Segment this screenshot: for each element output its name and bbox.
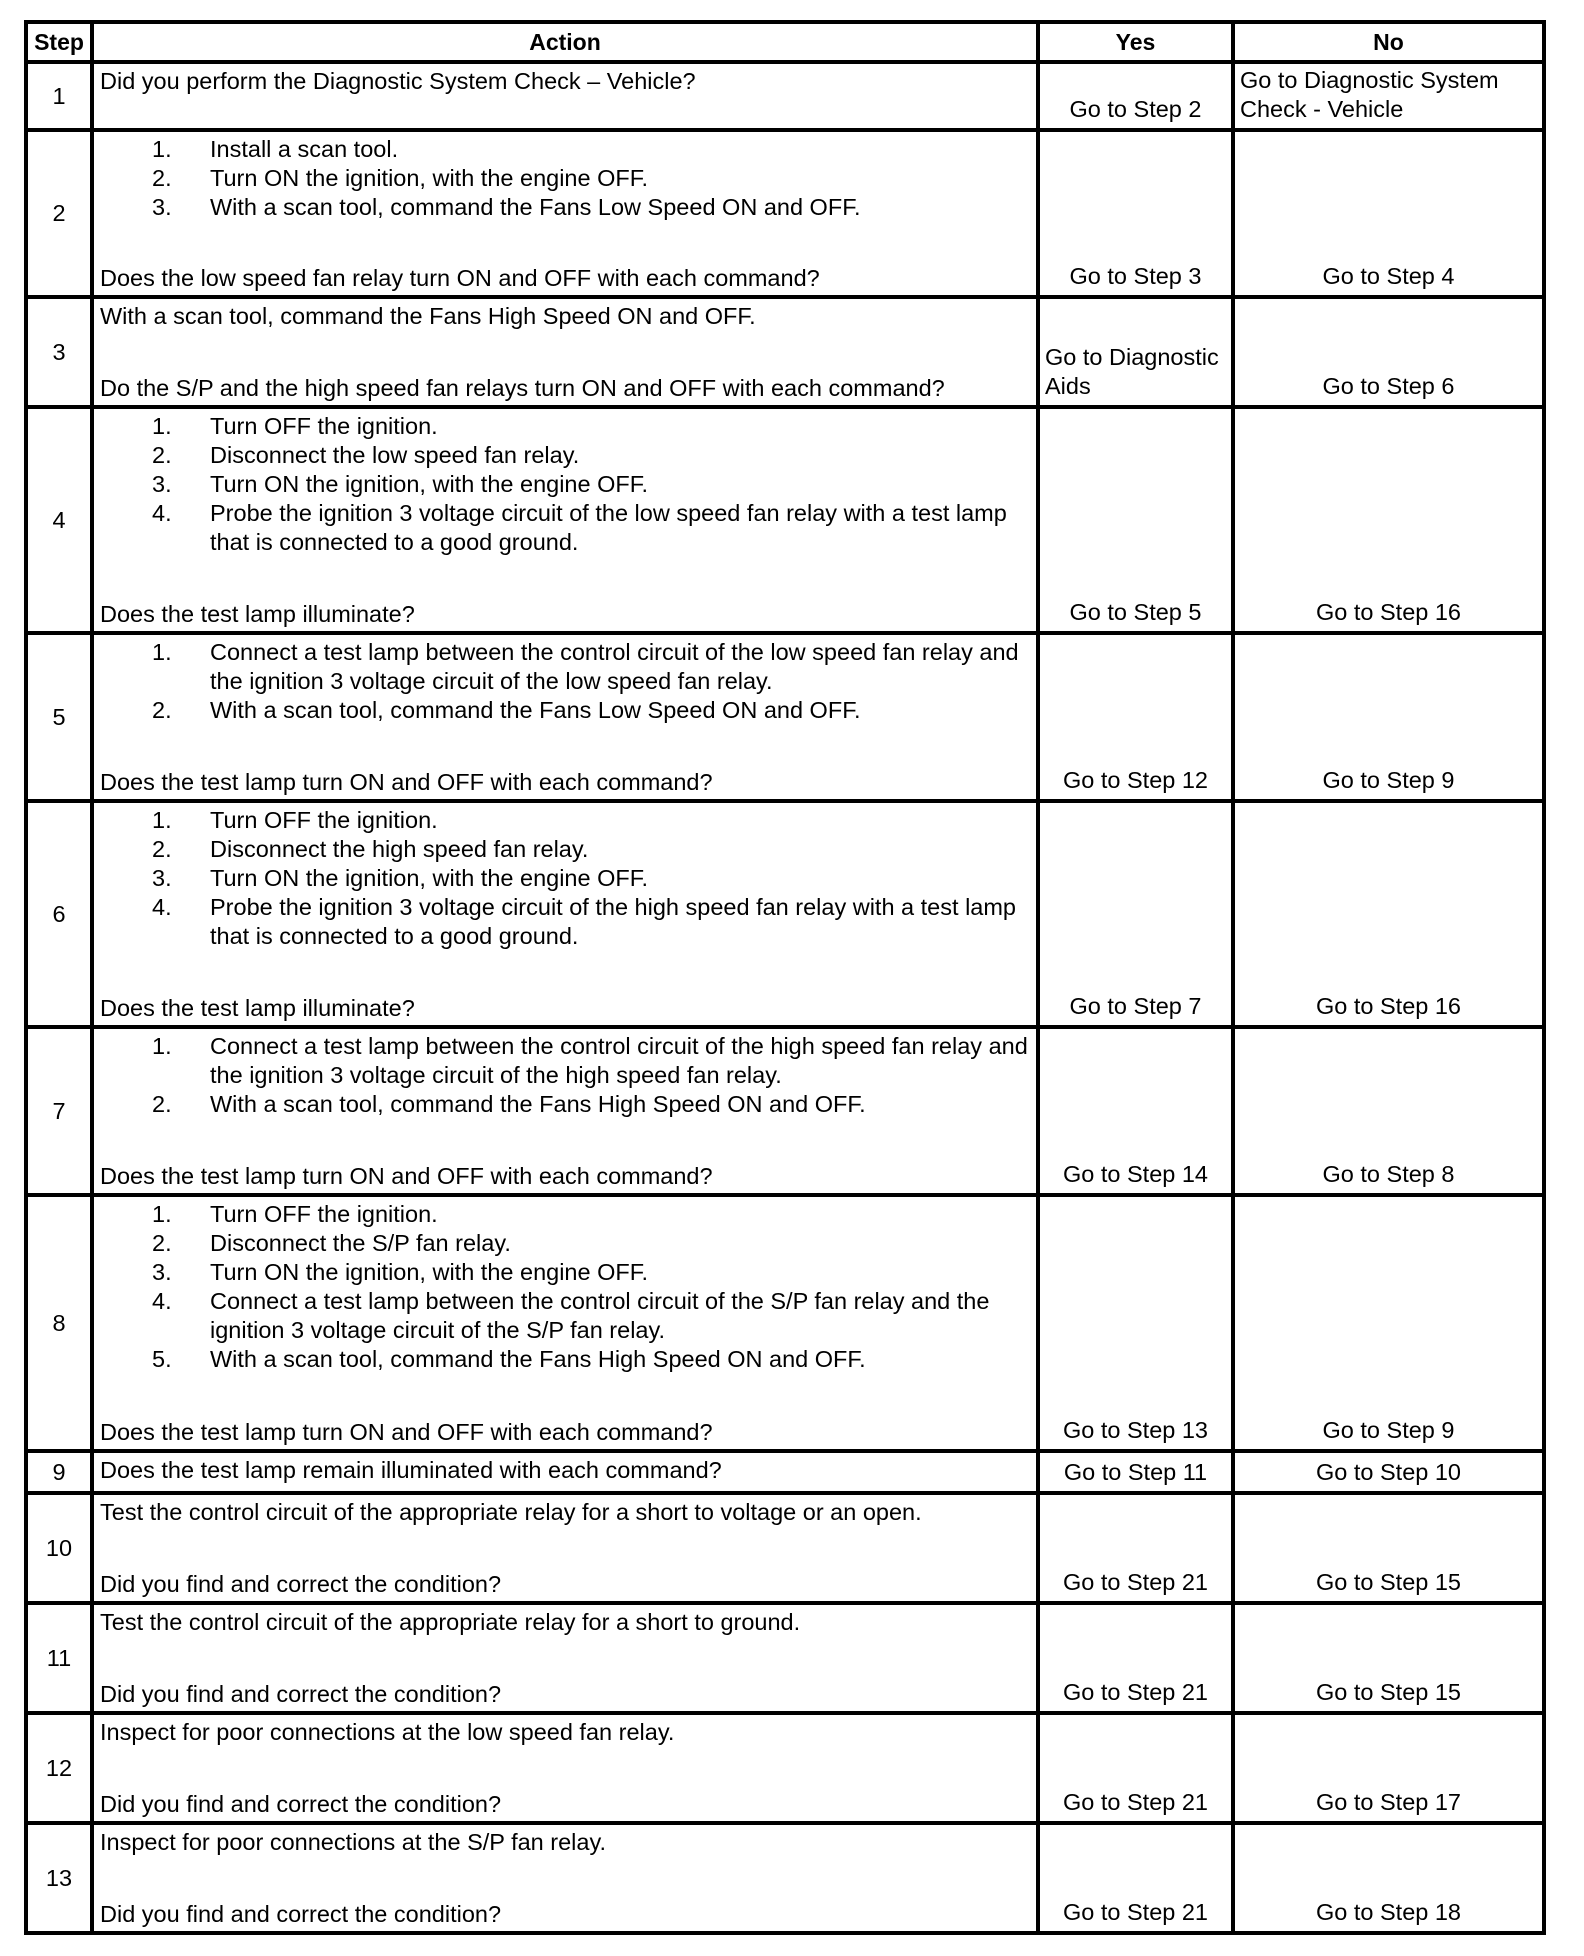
action-text: Inspect for poor connections at the S/P fan relay. xyxy=(100,1829,606,1855)
procedure-list xyxy=(100,1032,1032,1119)
table-row xyxy=(26,1823,1544,1933)
procedure-item-text: Connect a test lamp between the control circuit of the low speed fan relay and the ignition 3 voltage circuit of the low speed fan relay. xyxy=(210,639,1019,694)
table-row xyxy=(26,1027,1544,1195)
action-text: Test the control circuit of the appropriate relay for a short to ground. xyxy=(100,1609,801,1635)
procedure-item-number: 3. xyxy=(152,1259,172,1285)
no-result: Go to Step 18 xyxy=(1233,1823,1544,1933)
procedure-item xyxy=(100,1345,1032,1374)
yes-result: Go to Step 21 xyxy=(1038,1493,1233,1603)
procedure-item-text: Turn OFF the ignition. xyxy=(210,807,438,833)
action-cell xyxy=(92,297,1038,407)
procedure-item-number: 2. xyxy=(152,697,172,723)
procedure-item-number: 2. xyxy=(152,442,172,468)
yes-result: Go to Step 21 xyxy=(1038,1603,1233,1713)
action-cell xyxy=(92,1823,1038,1933)
procedure-item xyxy=(100,441,1032,470)
yes-result: Go to Step 7 xyxy=(1038,801,1233,1027)
table-row xyxy=(26,1493,1544,1603)
step-number: 11 xyxy=(26,1603,92,1713)
action-question: Did you find and correct the condition? xyxy=(100,1901,502,1927)
procedure-item-number: 1. xyxy=(152,1033,172,1059)
procedure-item xyxy=(100,638,1032,696)
step-number: 3 xyxy=(26,297,92,407)
step-number: 4 xyxy=(26,407,92,633)
procedure-item-text: With a scan tool, command the Fans High Speed ON and OFF. xyxy=(210,1091,866,1117)
action-text: Inspect for poor connections at the low speed fan relay. xyxy=(100,1719,675,1745)
action-cell xyxy=(92,1713,1038,1823)
action-cell xyxy=(92,407,1038,633)
procedure-item-number: 1. xyxy=(152,413,172,439)
table-row xyxy=(26,407,1544,633)
procedure-item-number: 5. xyxy=(152,1346,172,1372)
action-cell xyxy=(92,130,1038,297)
yes-result: Go to Step 21 xyxy=(1038,1823,1233,1933)
no-result: Go to Step 4 xyxy=(1233,130,1544,297)
step-number: 10 xyxy=(26,1493,92,1603)
procedure-item xyxy=(100,412,1032,441)
step-number: 6 xyxy=(26,801,92,1027)
action-cell xyxy=(92,1027,1038,1195)
action-cell xyxy=(92,1195,1038,1451)
yes-result: Go to Step 5 xyxy=(1038,407,1233,633)
procedure-item-text: Turn ON the ignition, with the engine OFF. xyxy=(210,1259,649,1285)
table-row xyxy=(26,801,1544,1027)
diagnostic-table xyxy=(24,20,1546,1935)
no-result: Go to Step 9 xyxy=(1233,633,1544,801)
procedure-item-number: 3. xyxy=(152,865,172,891)
action-cell xyxy=(92,633,1038,801)
yes-result: Go to Diagnostic Aids xyxy=(1038,297,1233,407)
yes-result: Go to Step 14 xyxy=(1038,1027,1233,1195)
header-step: Step xyxy=(26,22,92,62)
procedure-item-number: 1. xyxy=(152,136,172,162)
header-action: Action xyxy=(92,22,1038,62)
procedure-item xyxy=(100,164,1032,193)
yes-result: Go to Step 21 xyxy=(1038,1713,1233,1823)
step-number: 2 xyxy=(26,130,92,297)
procedure-item-number: 4. xyxy=(152,500,172,526)
table-row xyxy=(26,62,1544,130)
step-number: 12 xyxy=(26,1713,92,1823)
procedure-item-text: Disconnect the S/P fan relay. xyxy=(210,1230,511,1256)
action-cell xyxy=(92,1603,1038,1713)
procedure-item-text: Turn ON the ignition, with the engine OFF. xyxy=(210,165,649,191)
procedure-list xyxy=(100,806,1032,951)
procedure-item-text: Probe the ignition 3 voltage circuit of the high speed fan relay with a test lamp that is connected to a good ground. xyxy=(210,894,1016,949)
procedure-item-number: 3. xyxy=(152,194,172,220)
yes-result: Go to Step 2 xyxy=(1038,62,1233,130)
procedure-item xyxy=(100,1032,1032,1090)
header-no: No xyxy=(1233,22,1544,62)
no-result: Go to Step 15 xyxy=(1233,1493,1544,1603)
action-question: Did you find and correct the condition? xyxy=(100,1571,502,1597)
procedure-item xyxy=(100,835,1032,864)
procedure-item xyxy=(100,1229,1032,1258)
action-question: Does the test lamp illuminate? xyxy=(100,601,415,627)
table-body xyxy=(26,62,1544,1933)
procedure-item-text: Install a scan tool. xyxy=(210,136,399,162)
table-row xyxy=(26,130,1544,297)
action-question: Does the low speed fan relay turn ON and OFF with each command? xyxy=(100,265,820,291)
step-number: 1 xyxy=(26,62,92,130)
procedure-item-number: 4. xyxy=(152,894,172,920)
procedure-item xyxy=(100,1090,1032,1119)
procedure-item-text: Probe the ignition 3 voltage circuit of the low speed fan relay with a test lamp that is connected to a good ground. xyxy=(210,500,1007,555)
procedure-item-text: Turn OFF the ignition. xyxy=(210,1201,438,1227)
action-text: Did you perform the Diagnostic System Check – Vehicle? xyxy=(100,68,696,94)
action-question: Do the S/P and the high speed fan relays turn ON and OFF with each command? xyxy=(100,375,945,401)
procedure-item-number: 2. xyxy=(152,165,172,191)
no-result: Go to Step 6 xyxy=(1233,297,1544,407)
procedure-list xyxy=(100,1200,1032,1374)
step-number: 8 xyxy=(26,1195,92,1451)
action-cell xyxy=(92,1451,1038,1493)
table-row xyxy=(26,1603,1544,1713)
no-result: Go to Step 15 xyxy=(1233,1603,1544,1713)
step-number: 9 xyxy=(26,1451,92,1493)
action-question: Did you find and correct the condition? xyxy=(100,1791,502,1817)
procedure-list xyxy=(100,412,1032,557)
action-question: Does the test lamp turn ON and OFF with each command? xyxy=(100,1163,713,1189)
procedure-item xyxy=(100,696,1032,725)
action-text: With a scan tool, command the Fans High Speed ON and OFF. xyxy=(100,303,756,329)
action-text: Does the test lamp remain illuminated with each command? xyxy=(100,1457,722,1483)
procedure-item xyxy=(100,193,1032,222)
procedure-item-number: 2. xyxy=(152,1230,172,1256)
procedure-item xyxy=(100,1287,1032,1345)
table-row xyxy=(26,1195,1544,1451)
step-number: 13 xyxy=(26,1823,92,1933)
no-result: Go to Step 16 xyxy=(1233,801,1544,1027)
procedure-item-text: Connect a test lamp between the control circuit of the high speed fan relay and the ignition 3 voltage circuit of the high speed fan relay. xyxy=(210,1033,1028,1088)
table-row xyxy=(26,297,1544,407)
procedure-list xyxy=(100,135,1032,222)
procedure-item xyxy=(100,1200,1032,1229)
procedure-list xyxy=(100,638,1032,725)
procedure-item-number: 4. xyxy=(152,1288,172,1314)
procedure-item xyxy=(100,864,1032,893)
no-result: Go to Step 9 xyxy=(1233,1195,1544,1451)
procedure-item xyxy=(100,1258,1032,1287)
procedure-item-text: Disconnect the high speed fan relay. xyxy=(210,836,589,862)
table-row xyxy=(26,1451,1544,1493)
action-question: Did you find and correct the condition? xyxy=(100,1681,502,1707)
procedure-item-number: 2. xyxy=(152,836,172,862)
header-row xyxy=(26,22,1544,62)
procedure-item xyxy=(100,499,1032,557)
action-cell xyxy=(92,801,1038,1027)
table-row xyxy=(26,1713,1544,1823)
procedure-item xyxy=(100,806,1032,835)
procedure-item-text: With a scan tool, command the Fans High Speed ON and OFF. xyxy=(210,1346,866,1372)
procedure-item-text: Turn ON the ignition, with the engine OFF. xyxy=(210,865,649,891)
step-number: 7 xyxy=(26,1027,92,1195)
no-result: Go to Step 17 xyxy=(1233,1713,1544,1823)
step-number: 5 xyxy=(26,633,92,801)
procedure-item xyxy=(100,135,1032,164)
action-cell xyxy=(92,1493,1038,1603)
procedure-item-text: Turn OFF the ignition. xyxy=(210,413,438,439)
yes-result: Go to Step 3 xyxy=(1038,130,1233,297)
action-cell xyxy=(92,62,1038,130)
table-row xyxy=(26,633,1544,801)
procedure-item xyxy=(100,470,1032,499)
no-result: Go to Step 8 xyxy=(1233,1027,1544,1195)
no-result: Go to Diagnostic System Check - Vehicle xyxy=(1233,62,1544,130)
procedure-item-text: Disconnect the low speed fan relay. xyxy=(210,442,580,468)
procedure-item-number: 3. xyxy=(152,471,172,497)
procedure-item-text: With a scan tool, command the Fans Low Speed ON and OFF. xyxy=(210,697,861,723)
yes-result: Go to Step 11 xyxy=(1038,1451,1233,1493)
yes-result: Go to Step 12 xyxy=(1038,633,1233,801)
procedure-item-text: Turn ON the ignition, with the engine OFF. xyxy=(210,471,649,497)
procedure-item-number: 2. xyxy=(152,1091,172,1117)
no-result: Go to Step 16 xyxy=(1233,407,1544,633)
action-question: Does the test lamp turn ON and OFF with each command? xyxy=(100,769,713,795)
action-question: Does the test lamp illuminate? xyxy=(100,995,415,1021)
action-question: Does the test lamp turn ON and OFF with each command? xyxy=(100,1419,713,1445)
procedure-item-number: 1. xyxy=(152,639,172,665)
procedure-item-text: Connect a test lamp between the control circuit of the S/P fan relay and the ignition 3 voltage circuit of the S/P fan relay. xyxy=(210,1288,990,1343)
procedure-item-number: 1. xyxy=(152,807,172,833)
no-result: Go to Step 10 xyxy=(1233,1451,1544,1493)
yes-result: Go to Step 13 xyxy=(1038,1195,1233,1451)
header-yes: Yes xyxy=(1038,22,1233,62)
procedure-item xyxy=(100,893,1032,951)
action-text: Test the control circuit of the appropriate relay for a short to voltage or an open. xyxy=(100,1499,922,1525)
procedure-item-number: 1. xyxy=(152,1201,172,1227)
procedure-item-text: With a scan tool, command the Fans Low Speed ON and OFF. xyxy=(210,194,861,220)
